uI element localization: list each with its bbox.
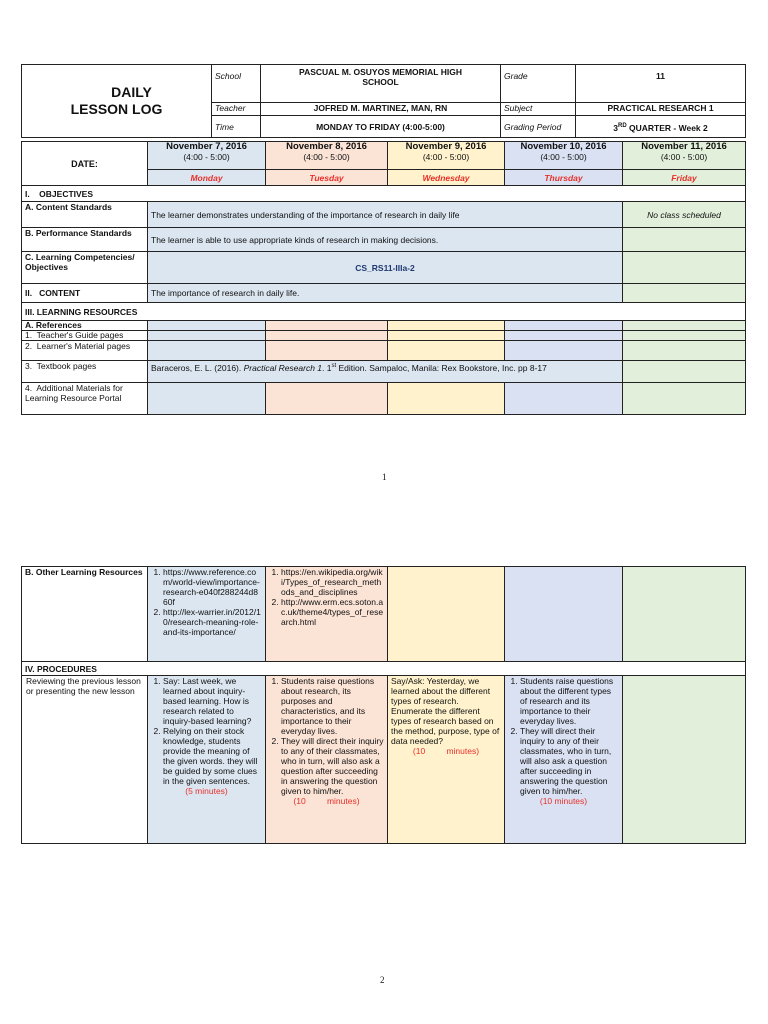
am-cell-wed xyxy=(388,383,505,415)
content-heading: II. CONTENT xyxy=(22,284,148,303)
learners-material-label: 2. Learner's Material pages xyxy=(22,341,148,361)
tg-cell-fri xyxy=(623,331,746,341)
period-sup: RD xyxy=(617,122,627,129)
log-title xyxy=(22,65,212,138)
am-cell-mon xyxy=(148,383,266,415)
date-wednesday-date: November 9, 2016 xyxy=(405,141,487,152)
date-tuesday-date: November 8, 2016 xyxy=(286,141,367,152)
date-label: DATE: xyxy=(22,142,148,186)
date-monday-date: November 7, 2016 xyxy=(166,141,247,152)
textbook-citation xyxy=(148,361,623,383)
tg-cell-tue xyxy=(266,331,388,341)
date-tuesday-time: (4:00 - 5:00) xyxy=(303,152,350,162)
am-cell-tue xyxy=(266,383,388,415)
day-friday: Friday xyxy=(623,170,746,186)
page-number-1: 1 xyxy=(382,472,387,482)
competencies-label: C. Learning Competencies/ Objectives xyxy=(22,252,148,284)
subject-label: Subject xyxy=(501,103,576,116)
textbook-label: 3. Textbook pages xyxy=(22,361,148,383)
content-text: The importance of research in daily life. xyxy=(148,284,623,303)
header-table xyxy=(21,64,746,138)
tue-time: (10 minutes) xyxy=(293,796,360,806)
wed-time: (10 minutes) xyxy=(412,746,480,756)
review-tue xyxy=(266,676,388,844)
review-thu xyxy=(505,676,623,844)
tue-link-2[interactable]: 2. http://www.erm.ecs.soton.ac.uk/theme4/types_of_research.html xyxy=(281,597,384,627)
date-wednesday xyxy=(388,142,505,170)
wed-procedure-text: Say/Ask: Yesterday, we learned about the different types of research. Enumerate the different types of research based on the method, purpose, type of data needed? xyxy=(391,676,500,746)
tb-ed: . 1 xyxy=(322,362,332,373)
ref-cell-tue xyxy=(266,321,388,331)
other-resources-thu xyxy=(505,567,623,662)
mon-procedure-2: 2. Relying on their stock knowledge, students provide the meaning of the given words. they will be guided by some clues in the given sentences. xyxy=(163,726,262,786)
review-fri xyxy=(623,676,746,844)
lm-cell-tue xyxy=(266,341,388,361)
tue-procedure-1: 1. Students raise questions about research, its purposes and characteristics, and its importance to their everyday lives. xyxy=(281,676,384,736)
mon-time: (5 minutes) xyxy=(185,786,228,796)
additional-materials-label: 4. Additional Materials for Learning Resource Portal xyxy=(22,383,148,415)
date-thursday xyxy=(505,142,623,170)
ref-cell-fri xyxy=(623,321,746,331)
period-label: Grading Period xyxy=(501,116,576,138)
tue-link-list xyxy=(269,567,384,627)
period-rest: QUARTER - Week 2 xyxy=(626,122,708,133)
school-value: PASCUAL M. OSUYOS MEMORIAL HIGH SCHOOL xyxy=(261,65,501,103)
friday-performance-cell xyxy=(623,228,746,252)
mon-link-2[interactable]: 2. http://lex-warrier.in/2012/10/research-meaning-role-and-its-importance/ xyxy=(163,607,262,637)
tb-author: Baraceros, E. L. (2016). xyxy=(151,362,244,373)
lesson-table-page1 xyxy=(21,141,746,415)
am-cell-fri xyxy=(623,383,746,415)
date-monday-time: (4:00 - 5:00) xyxy=(183,152,230,162)
review-wed xyxy=(388,676,505,844)
lm-cell-thu xyxy=(505,341,623,361)
period-value xyxy=(576,116,746,138)
day-tuesday: Tuesday xyxy=(266,170,388,186)
other-resources-tue xyxy=(266,567,388,662)
school-label: School xyxy=(212,65,261,103)
teachers-guide-label: 1. Teacher's Guide pages xyxy=(22,331,148,341)
competencies-code: CS_RS11-IIIa-2 xyxy=(148,252,623,284)
tg-cell-mon xyxy=(148,331,266,341)
objectives-heading: I. OBJECTIVES xyxy=(22,186,746,202)
references-label: A. References xyxy=(22,321,148,331)
teacher-label: Teacher xyxy=(212,103,261,116)
friday-content-cell xyxy=(623,284,746,303)
mon-procedure-1: 1. Say: Last week, we learned about inquiry-based learning. How is research related to inquiry-based learning? xyxy=(163,676,262,726)
lm-cell-wed xyxy=(388,341,505,361)
other-resources-wed xyxy=(388,567,505,662)
thu-procedure-1: 1. Students raise questions about the different types of research and its importance to their everyday lives. xyxy=(520,676,619,726)
ref-cell-thu xyxy=(505,321,623,331)
page-number-2: 2 xyxy=(380,975,385,985)
tue-link-1[interactable]: 1. https://en.wikipedia.org/wiki/Types_of_research_methods_and_disciplines xyxy=(281,567,384,597)
date-thursday-time: (4:00 - 5:00) xyxy=(540,152,587,162)
tg-cell-thu xyxy=(505,331,623,341)
ref-cell-wed xyxy=(388,321,505,331)
lesson-table-page2 xyxy=(21,566,746,844)
tg-cell-wed xyxy=(388,331,505,341)
am-cell-thu xyxy=(505,383,623,415)
tb-publisher: Edition. Sampaloc, Manila: Rex Bookstore, Inc. pp 8-17 xyxy=(336,362,547,373)
teacher-value: JOFRED M. MARTINEZ, MAN, RN xyxy=(261,103,501,116)
review-mon xyxy=(148,676,266,844)
procedures-heading: IV. PROCEDURES xyxy=(22,662,746,676)
date-thursday-date: November 10, 2016 xyxy=(520,141,607,152)
review-label: Reviewing the previous lesson or presenting the new lesson xyxy=(22,676,148,844)
grade-value: 11 xyxy=(576,65,746,103)
date-tuesday xyxy=(266,142,388,170)
mon-procedure-list xyxy=(151,676,262,786)
date-friday-date: November 11, 2016 xyxy=(641,141,727,152)
tb-sup: st xyxy=(331,363,337,369)
date-friday-time: (4:00 - 5:00) xyxy=(660,152,708,162)
date-friday xyxy=(623,142,746,170)
resources-heading: III. LEARNING RESOURCES xyxy=(22,303,746,321)
log-title-line2: LESSON LOG xyxy=(70,101,163,117)
tb-title: Practical Research 1 xyxy=(243,362,323,373)
time-label: Time xyxy=(212,116,261,138)
lm-cell-fri xyxy=(623,341,746,361)
friday-competencies-cell xyxy=(623,252,746,284)
content-standards-label: A. Content Standards xyxy=(22,202,148,228)
day-thursday: Thursday xyxy=(505,170,623,186)
day-monday: Monday xyxy=(148,170,266,186)
thu-time: (10 minutes) xyxy=(539,796,588,806)
other-resources-fri xyxy=(623,567,746,662)
time-value: MONDAY TO FRIDAY (4:00-5:00) xyxy=(261,116,501,138)
thu-procedure-list xyxy=(508,676,619,796)
mon-link-list xyxy=(151,567,262,637)
lm-cell-mon xyxy=(148,341,266,361)
no-class-note: No class scheduled xyxy=(623,202,746,228)
ref-cell-mon xyxy=(148,321,266,331)
tue-procedure-list xyxy=(269,676,384,796)
grade-label: Grade xyxy=(501,65,576,103)
performance-standards-text: The learner is able to use appropriate kinds of research in making decisions. xyxy=(148,228,623,252)
day-wednesday: Wednesday xyxy=(388,170,505,186)
log-title-line1: DAILY xyxy=(111,84,152,100)
tue-procedure-2: 2. They will direct their inquiry to any of their classmates, who in turn, will also ask a question after succeeding in answering the question given to him/her. xyxy=(281,736,384,796)
subject-value: PRACTICAL RESEARCH 1 xyxy=(576,103,746,116)
tb-cell-fri xyxy=(623,361,746,383)
mon-link-1[interactable]: 1. https://www.reference.com/world-view/importance-research-e040f288244d860f xyxy=(163,567,262,607)
content-standards-text: The learner demonstrates understanding of the importance of research in daily life xyxy=(148,202,623,228)
date-wednesday-time: (4:00 - 5:00) xyxy=(422,152,470,162)
period-quarter: 3 xyxy=(613,122,618,133)
thu-procedure-2: 2. They will direct their inquiry to any of their classmates, who in turn, will also ask a question after succeeding in answering the question given to him/her. xyxy=(520,726,619,796)
date-monday xyxy=(148,142,266,170)
other-resources-label: B. Other Learning Resources xyxy=(22,567,148,662)
performance-standards-label: B. Performance Standards xyxy=(22,228,148,252)
other-resources-mon xyxy=(148,567,266,662)
